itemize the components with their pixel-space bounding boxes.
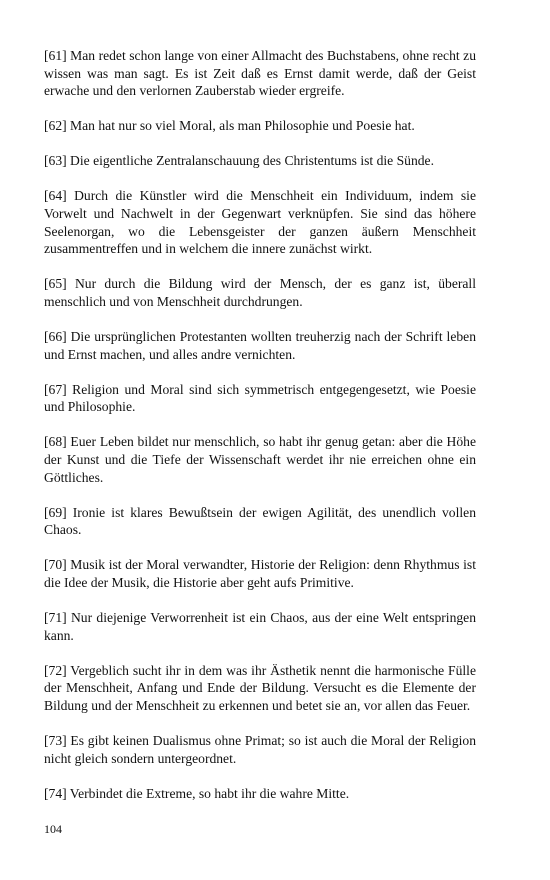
fragment-62: [62] Man hat nur so viel Moral, als man Philosophie und Poesie hat. xyxy=(44,118,415,134)
fragment-71: [71] Nur diejenige Verworrenheit ist ein Chaos, aus der eine Welt entspringen kann. xyxy=(44,610,476,643)
fragment-67: [67] Religion und Moral sind sich symmetrisch entgegengesetzt, wie Poesie und Philosophie. xyxy=(44,381,476,415)
fragment-66: [66] Die ursprünglichen Protestanten wollten treuherzig nach der Schrift leben und Ernst machen, und alles andre vernichten. xyxy=(44,329,476,362)
page-number: 104 xyxy=(44,822,62,836)
fragment-69: [69] Ironie ist klares Bewußtsein der ewigen Agilität, des unendlich vollen Chaos. xyxy=(44,504,476,538)
fragment-63: [63] Die eigentliche Zentralanschauung des Christentums ist die Sünde. xyxy=(44,153,434,169)
page-text xyxy=(44,47,476,820)
fragment-70: [70] Musik ist der Moral verwandter, Historie der Religion: denn Rhythmus ist die Idee der Musik, die Historie aber geht aufs Primitive. xyxy=(44,557,476,590)
fragment-61: [61] Man redet schon lange von einer Allmacht des Buchstabens, ohne recht zu wissen was man sagt. Es ist Zeit daß es Ernst damit werde, daß der Geist erwache und den verlornen Zauberstab wieder ergreife. xyxy=(44,48,476,99)
fragment-68: [68] Euer Leben bildet nur menschlich, so habt ihr genug getan: aber die Höhe der Kunst und die Tiefe der Wissenschaft werdet ihr nie erreichen ohne ein Göttliches. xyxy=(44,434,476,485)
fragment-65: [65] Nur durch die Bildung wird der Mensch, der es ganz ist, überall menschlich und von Menschheit durchdrungen. xyxy=(44,276,476,309)
fragment-64: [64] Durch die Künstler wird die Menschheit ein Individuum, indem sie Vorwelt und Nachwelt in der Gegenwart verknüpfen. Sie sind das höhere Seelenorgan, wo die Lebensgeister der ganzen äußern Menschheit zusammentreffen und in welchem die innere zunächst wirkt. xyxy=(44,188,476,257)
fragment-73: [73] Es gibt keinen Dualismus ohne Primat; so ist auch die Moral der Religion nicht gleich sondern untergeordnet. xyxy=(44,733,476,766)
fragment-74: [74] Verbindet die Extreme, so habt ihr die wahre Mitte. xyxy=(44,785,350,801)
fragment-72: [72] Vergeblich sucht ihr in dem was ihr Ästhetik nennt die harmonische Fülle der Menschheit, Anfang und Ende der Bildung. Versucht es die Elemente der Bildung und der Menschheit zu erkennen und betet sie an, vor allen das Feuer. xyxy=(44,662,476,713)
